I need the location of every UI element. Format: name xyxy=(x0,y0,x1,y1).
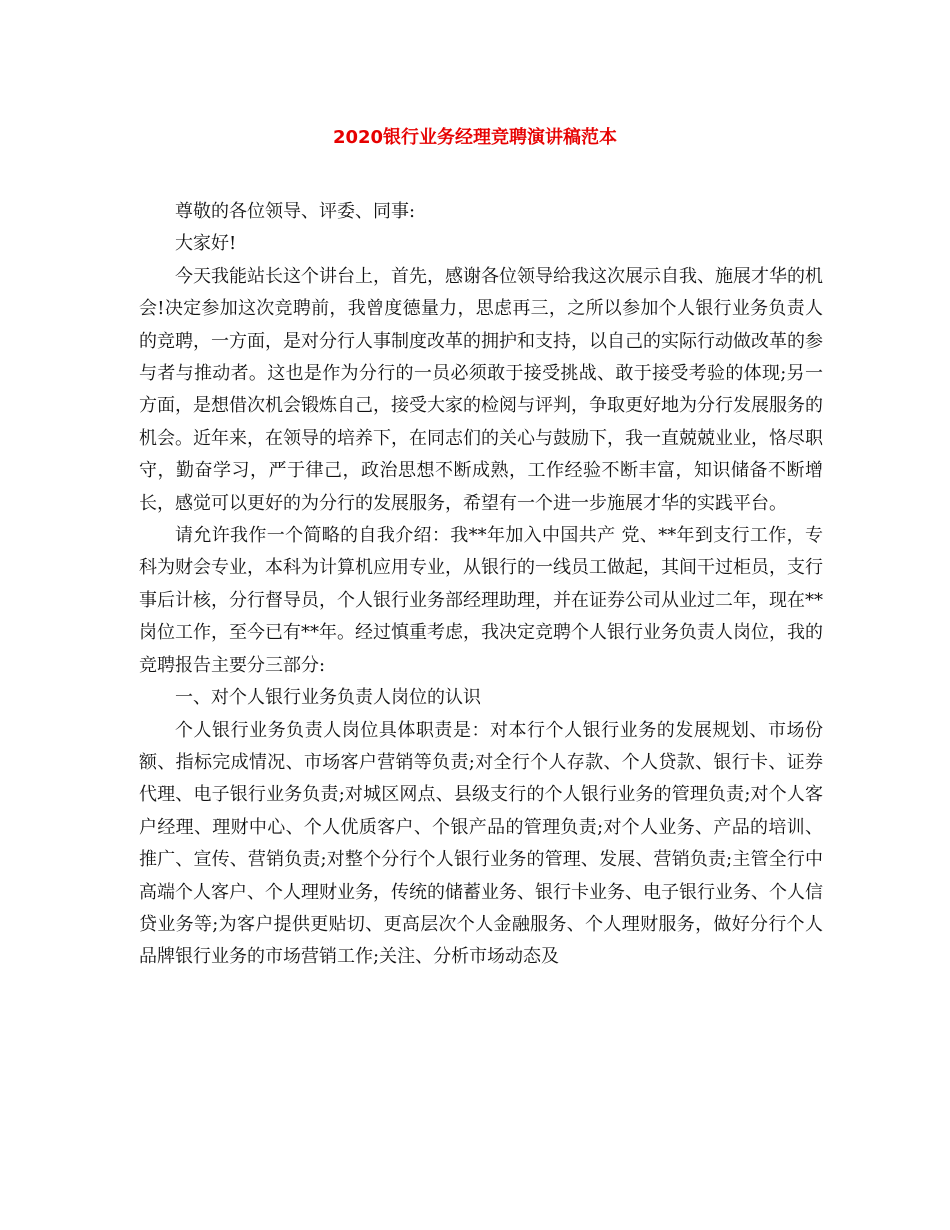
paragraph-intro: 今天我能站长这个讲台上，首先，感谢各位领导给我这次展示自我、施展才华的机会!决定参加这次竞聘前，我曾度德量力，思虑再三，之所以参加个人银行业务负责人的竞聘，一方面，是对分行人事制度改革的拥护和支持，以自己的实际行动做改革的参与者与推动者。这也是作为分行的一员必须敢于接受挑战、敢于接受考验的体现;另一方面，是想借次机会锻炼自己，接受大家的检阅与评判，争取更好地为分行发展服务的机会。近年来，在领导的培养下，在同志们的关心与鼓励下，我一直兢兢业业，恪尽职守，勤奋学习，严于律己，政治思想不断成熟，工作经验不断丰富，知识储备不断增长，感觉可以更好的为分行的发展服务，希望有一个进一步施展才华的实践平台。 xyxy=(139,265,823,514)
document-body xyxy=(139,196,823,974)
salutation: 尊敬的各位领导、评委、同事: xyxy=(175,201,416,222)
greeting: 大家好! xyxy=(175,233,237,255)
document-title: 2020银行业务经理竞聘演讲稿范本 xyxy=(332,127,618,148)
paragraph-responsibilities: 个人银行业务负责人岗位具体职责是：对本行个人银行业务的发展规划、市场份额、指标完成情况、市场客户营销等负责;对全行个人存款、个人贷款、银行卡、证券代理、电子银行业务负责;对城区网点、县级支行的个人银行业务的管理负责;对个人客户经理、理财中心、个人优质客户、个银产品的管理负责;对个人业务、产品的培训、推广、宣传、营销负责;对整个分行个人银行业务的管理、发展、营销负责;主管全行中高端个人客户、个人理财业务，传统的储蓄业务、银行卡业务、电子银行业务、个人信贷业务等;为客户提供更贴切、更高层次个人金融服务、个人理财服务，做好分行个人品牌银行业务的市场营销工作;关注、分析市场动态及 xyxy=(139,719,823,968)
paragraph-self-introduction: 请允许我作一个简略的自我介绍：我**年加入中国共产 党、**年到支行工作，专科为财会专业，本科为计算机应用专业，从银行的一线员工做起，其间干过柜员，支行事后计核，分行督导员，个人银行业务部经理助理，并在证券公司从业过二年，现在**岗位工作，至今已有**年。经过慎重考虑，我决定竞聘个人银行业务负责人岗位，我的竞聘报告主要分三部分: xyxy=(139,525,823,676)
section-heading-1: 一、对个人银行业务负责人岗位的认识 xyxy=(175,687,481,709)
